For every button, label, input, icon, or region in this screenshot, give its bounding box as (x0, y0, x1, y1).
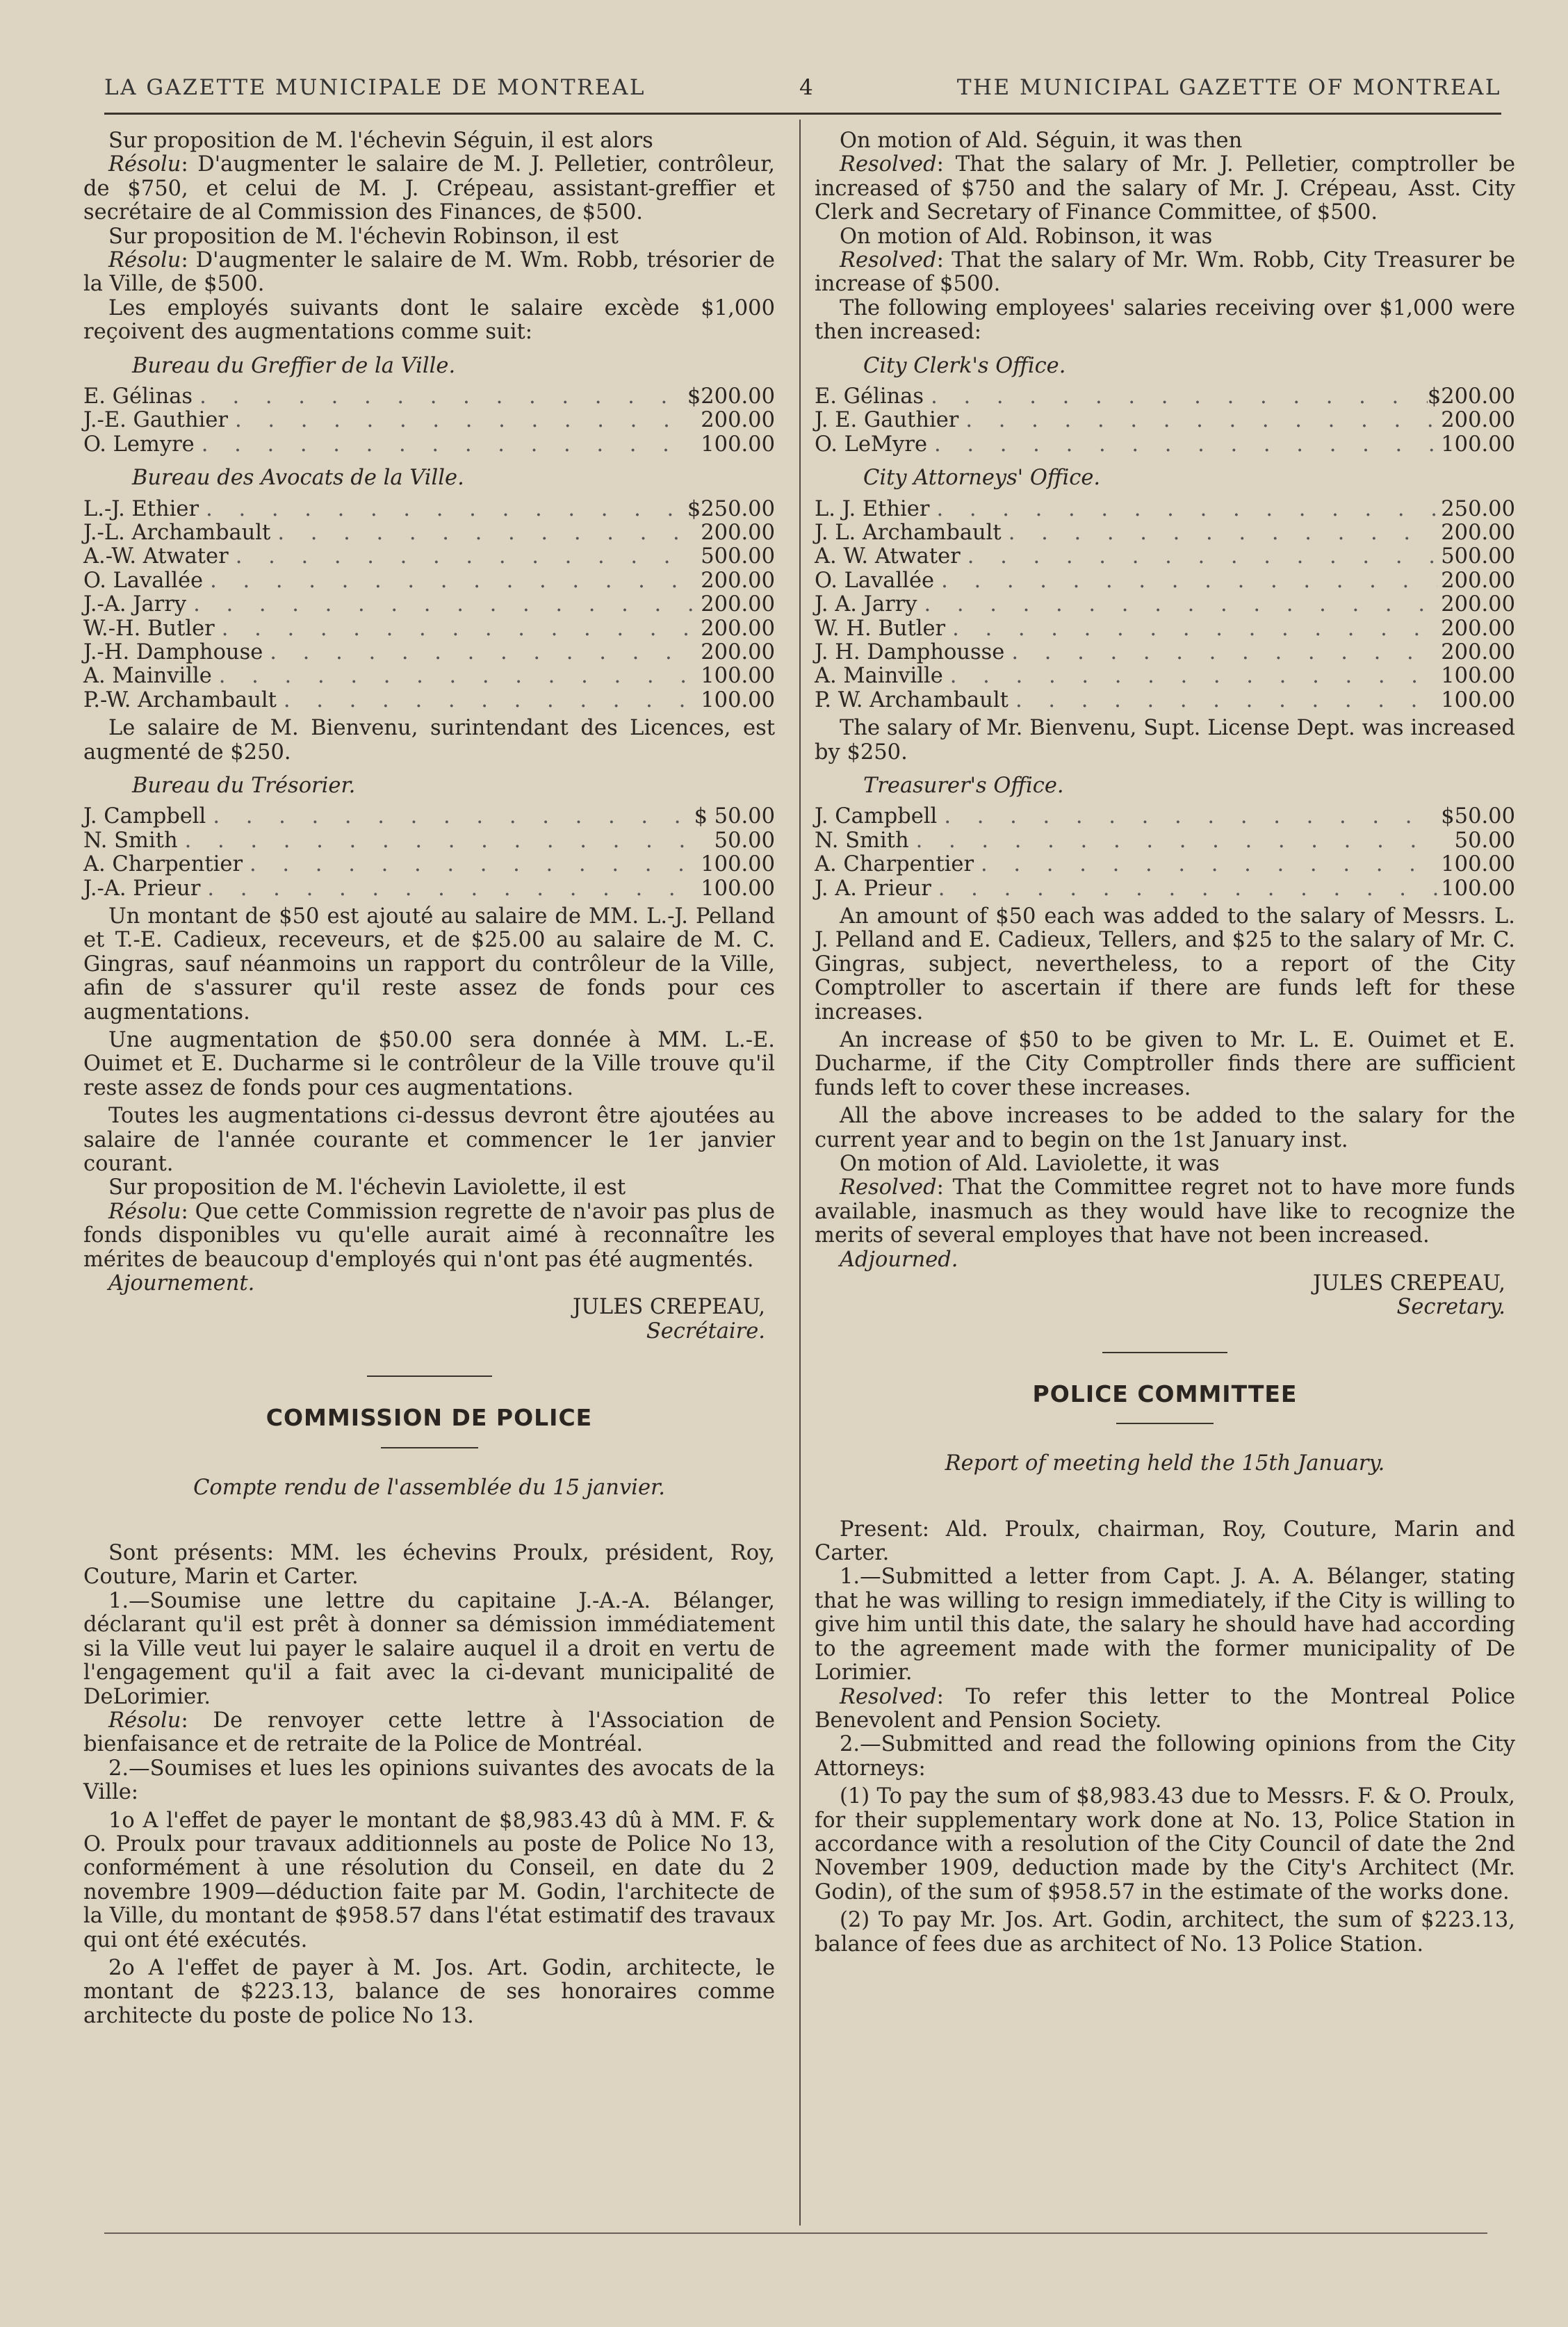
salary-row: N. Smith . . . 50.00 (815, 829, 1515, 853)
salary-row: W. H. Butler . . . 200.00 (815, 617, 1515, 641)
en-signature-name: JULES CREPEAU, (1312, 1271, 1505, 1296)
fr-ouimet: Une augmentation de $50.00 sera donnée à MM. L.-E. Ouimet et E. Ducharme si le contrôleur de la Ville trouve qu'il reste assez de fonds pour ces augmentations. (83, 1027, 775, 1100)
fr-opinion-2: 2o A l'effet de payer à M. Jos. Art. Godin, architecte, le montant de $223.13, balance de ses honoraires comme architecte du poste de police No 13. (83, 1955, 775, 2028)
salary-row: J. Campbell . . . $50.00 (815, 805, 1515, 828)
fr-motion-robinson: Sur proposition de M. l'échevin Robinson, il est (108, 224, 619, 249)
en-motion-seguin: On motion of Ald. Séguin, it was then (840, 129, 1243, 153)
fr-signature-name: JULES CREPEAU, (572, 1295, 765, 1320)
fr-adjourn: Ajournement. (108, 1271, 255, 1296)
en-adjourn: Adjourned. (840, 1247, 958, 1272)
fr-motion-laviolette: Sur proposition de M. l'échevin Laviolette, il est (108, 1175, 626, 1200)
en-motion-laviolette: On motion of Ald. Laviolette, it was (840, 1152, 1220, 1176)
salary-row: J.-A. Prieur . . . 100.00 (83, 877, 775, 901)
salary-row: A. W. Atwater . . . 500.00 (815, 545, 1515, 569)
salary-row: J.-L. Archambault . . . 200.00 (83, 521, 775, 545)
title-rule (1116, 1423, 1214, 1424)
salary-row: P.-W. Archambault . . . 100.00 (83, 689, 775, 712)
header-english-title: THE MUNICIPAL GAZETTE OF MONTREAL (956, 75, 1501, 100)
salary-row: L. J. Ethier . . . 250.00 (815, 498, 1515, 521)
salary-row: J. Campbell . . . $ 50.00 (83, 805, 775, 828)
page-number: 4 (799, 75, 813, 100)
fr-resolution-regret: Résolu: Que cette Commission regrette de n'avoir pas plus de fonds disponibles vu qu'elle aurait aimé à reconnaître les mérites de beaucoup d'employés qui n'ont pas été augmentés. (83, 1199, 775, 1272)
salary-row: A. Mainville . . . 100.00 (83, 664, 775, 688)
salary-row: J. H. Damphousse . . . 200.00 (815, 641, 1515, 664)
title-rule (381, 1447, 478, 1448)
salary-row: J.-A. Jarry . . . 200.00 (83, 593, 775, 617)
en-opinions-intro: 2.—Submitted and read the following opinions from the City Attorneys: (815, 1732, 1515, 1781)
fr-avocats-heading: Bureau des Avocats de la Ville. (132, 466, 464, 491)
salary-row: L.-J. Ethier . . . $250.00 (83, 498, 775, 521)
en-resolution-regret: Resolved: That the Committee regret not to have more funds available, inasmuch as they would have like to recognize the merits of several employes that have not been increased. (815, 1175, 1515, 1248)
en-bienvenu: The salary of Mr. Bienvenu, Supt. License Dept. was increased by $250. (815, 716, 1515, 765)
fr-resolution-salaries: Résolu: D'augmenter le salaire de M. J. Pelletier, contrôleur, de $750, et celui de M. J. Crépeau, assistant-greffier et secrétaire de al Commission des Finances, de $500. (83, 152, 775, 225)
section-rule (367, 1375, 492, 1377)
en-signature-title: Secretary. (1396, 1295, 1505, 1320)
header-french-title: LA GAZETTE MUNICIPALE DE MONTREAL (104, 75, 646, 100)
fr-tresorier-heading: Bureau du Trésorier. (132, 773, 356, 798)
salary-row: O. Lemyre . . . 100.00 (83, 433, 775, 457)
salary-row: J. A. Jarry . . . 200.00 (815, 593, 1515, 617)
en-belanger-letter: 1.—Submitted a letter from Capt. J. A. A. Bélanger, stating that he was willing to resign immediately, if the City is willing to give him until this date, the salary he should have had according to the agreement made with the former municipality of De Lorimier. (815, 1565, 1515, 1685)
fr-employees-intro: Les employés suivants dont le salaire excède $1,000 reçoivent des augmentations comme suit: (83, 295, 775, 345)
en-all-increases: All the above increases to be added to the salary for the current year and to begin on the 1st January inst. (815, 1104, 1515, 1152)
en-opinion-1: (1) To pay the sum of $8,983.43 due to Messrs. F. & O. Proulx, for their supplementary work done at No. 13, Police Station in accordance with a resolution of the City Council of date the 2nd November 1909, deduction made by the City's Architect (Mr. Godin), of the sum of $958.57 in the estimate of the works done. (815, 1784, 1515, 1904)
column-divider (799, 120, 801, 2226)
salary-row: J.-E. Gauthier . . . 200.00 (83, 409, 775, 432)
fr-opinions-intro: 2.—Soumises et lues les opinions suivantes des avocats de la Ville: (83, 1756, 775, 1805)
fr-police-subtitle: Compte rendu de l'assemblée du 15 janvier. (193, 1475, 665, 1500)
fr-resolution-robb: Résolu: D'augmenter le salaire de M. Wm. Robb, trésorier de la Ville, de $500. (83, 248, 775, 297)
salary-row: A. Charpentier . . . 100.00 (83, 853, 775, 876)
en-treasurer-list (815, 805, 1515, 901)
en-attorneys-list (815, 498, 1515, 713)
salary-row: O. Lavallée . . . 200.00 (815, 569, 1515, 593)
en-ouimet: An increase of $50 to be given to Mr. L. E. Ouimet et E. Ducharme, if the City Comptroller finds there are sufficient funds left to cover these increases. (815, 1027, 1515, 1100)
en-employees-intro: The following employees' salaries receiving over $1,000 were then increased: (815, 295, 1515, 345)
fr-tresorier-list (83, 805, 775, 901)
section-rule (1102, 1352, 1227, 1353)
salary-row: E. Gélinas . . . $200.00 (83, 385, 775, 409)
fr-resolution-refer: Résolu: De renvoyer cette lettre à l'Association de bienfaisance et de retraite de la Police de Montréal. (83, 1708, 775, 1757)
salary-row: E. Gélinas . . . $200.00 (815, 385, 1515, 409)
fr-bienvenu: Le salaire de M. Bienvenu, surintendant des Licences, est augmenté de $250. (83, 716, 775, 765)
fr-greffier-heading: Bureau du Greffier de la Ville. (132, 353, 456, 378)
fr-greffier-list (83, 385, 775, 457)
en-motion-robinson: On motion of Ald. Robinson, it was (840, 224, 1213, 249)
salary-row: J.-H. Damphouse . . . 200.00 (83, 641, 775, 664)
en-present: Present: Ald. Proulx, chairman, Roy, Couture, Marin and Carter. (815, 1517, 1515, 1566)
salary-row: N. Smith . . . 50.00 (83, 829, 775, 853)
salary-row: J. L. Archambault . . . 200.00 (815, 521, 1515, 545)
page-header (104, 70, 1501, 115)
salary-row: A.-W. Atwater . . . 500.00 (83, 545, 775, 569)
en-treasurer-heading: Treasurer's Office. (863, 773, 1064, 798)
salary-row: O. Lavallée . . . 200.00 (83, 569, 775, 593)
salary-row: A. Mainville . . . 100.00 (815, 664, 1515, 688)
en-attorneys-heading: City Attorneys' Office. (863, 466, 1101, 491)
fr-signature-title: Secrétaire. (646, 1318, 765, 1344)
en-opinion-2: (2) To pay Mr. Jos. Art. Godin, architect, the sum of $223.13, balance of fees due as architect of No. 13 Police Station. (815, 1908, 1515, 1957)
salary-row: P. W. Archambault . . . 100.00 (815, 689, 1515, 712)
fr-opinion-1: 1o A l'effet de payer le montant de $8,983.43 dû à MM. F. & O. Proulx pour travaux additionnels au poste de Police No 13, conformément à une résolution du Conseil, en date du 2 novembre 1909—déduction faite par M. Godin, l'architecte de la Ville, du montant de $958.57 dans l'état estimatif des travaux qui ont été exécutés. (83, 1808, 775, 1952)
bottom-rule (104, 2232, 1487, 2234)
salary-row: J. A. Prieur . . . 100.00 (815, 877, 1515, 901)
english-column (815, 129, 1515, 1957)
en-pelland: An amount of $50 each was added to the salary of Messrs. L. J. Pelland and E. Cadieux, Tellers, and $25 to the salary of Mr. C. Gingras, subject, nevertheless, to a report of the City Comptroller to ascertain if there are funds left for these increases. (815, 904, 1515, 1024)
salary-row: A. Charpentier . . . 100.00 (815, 853, 1515, 876)
french-column (83, 129, 775, 2028)
en-resolution-refer: Resolved: To refer this letter to the Montreal Police Benevolent and Pension Society. (815, 1684, 1515, 1733)
fr-present: Sont présents: MM. les échevins Proulx, président, Roy, Couture, Marin et Carter. (83, 1541, 775, 1590)
fr-belanger-letter: 1.—Soumise une lettre du capitaine J.-A.-A. Bélanger, déclarant qu'il est prêt à donner sa démission immédiatement si la Ville veut lui payer le salaire auquel il a droit en vertu de l'engagement qu'il a fait avec la ci-devant municipalité de DeLorimier. (83, 1588, 775, 1709)
en-police-subtitle: Report of meeting held the 15th January. (945, 1451, 1385, 1476)
fr-motion-seguin: Sur proposition de M. l'échevin Séguin, il est alors (108, 129, 653, 153)
fr-police-title: COMMISSION DE POLICE (266, 1404, 593, 1432)
fr-all-increases: Toutes les augmentations ci-dessus devront être ajoutées au salaire de l'année courante et commencer le 1er janvier courant. (83, 1104, 775, 1176)
en-resolution-robb: Resolved: That the salary of Mr. Wm. Robb, City Treasurer be increase of $500. (815, 248, 1515, 297)
fr-pelland: Un montant de $50 est ajouté au salaire de MM. L.-J. Pelland et T.-E. Cadieux, receveurs, et de $25.00 au salaire de M. C. Gingras, sauf néanmoins un rapport du contrôleur de la Ville, afin de s'assurer qu'il reste assez de fonds pour ces augmentations. (83, 904, 775, 1024)
en-police-title: POLICE COMMITTEE (1032, 1380, 1298, 1407)
salary-row: J. E. Gauthier . . . 200.00 (815, 409, 1515, 432)
fr-avocats-list (83, 498, 775, 713)
salary-row: O. LeMyre . . . 100.00 (815, 433, 1515, 457)
en-clerk-heading: City Clerk's Office. (863, 353, 1066, 378)
en-resolution-salaries: Resolved: That the salary of Mr. J. Pelletier, comptroller be increased of $750 and the salary of Mr. J. Crépeau, Asst. City Clerk and Secretary of Finance Committee, of $500. (815, 152, 1515, 225)
salary-row: W.-H. Butler . . . 200.00 (83, 617, 775, 641)
en-clerk-list (815, 385, 1515, 457)
